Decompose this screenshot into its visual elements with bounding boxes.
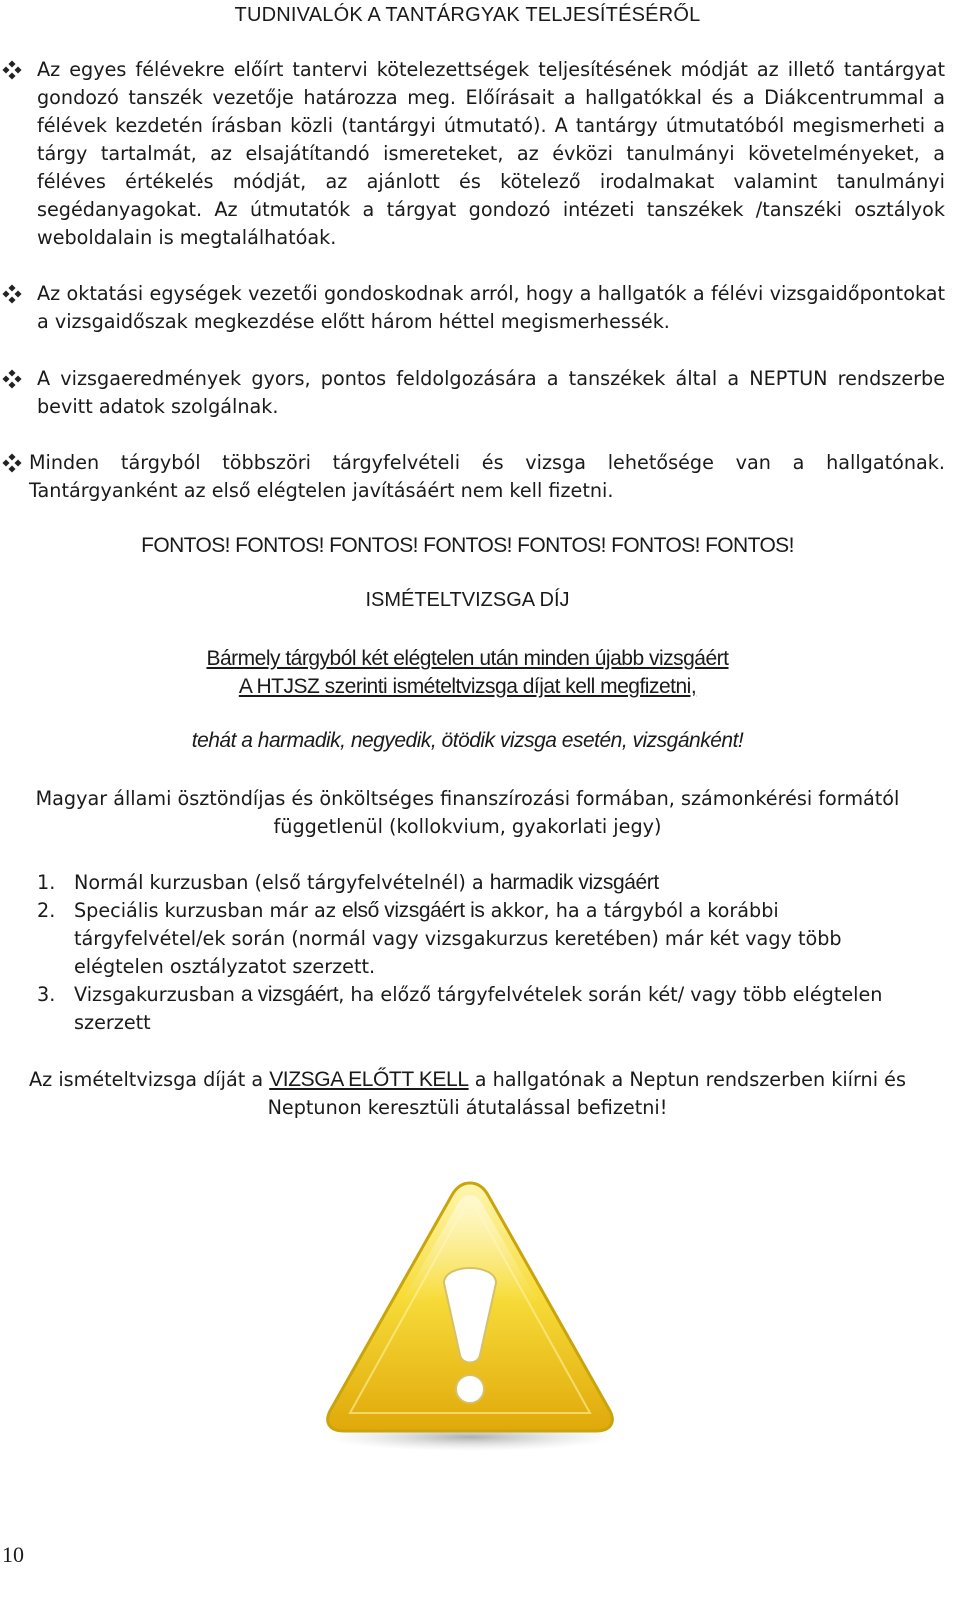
page-number: 10 xyxy=(2,1542,24,1567)
list-text: Speciális kurzusban már az xyxy=(74,899,342,922)
payment-emphasis: VIZSGA ELŐTT KELL xyxy=(269,1068,469,1091)
rule-line-2: A HTJSZ szerinti ismételtvizsga díjat kell megfizetni, xyxy=(238,675,697,698)
list-item xyxy=(0,869,935,897)
list-text-tail: akkor, ha a tárgyból a korábbi tárgyfelvétel/ek során (normál vagy vizsgakurzus keretében) már két vagy több elégtelen osztályzatot szerzett. xyxy=(74,899,842,978)
diamond-bullet-icon xyxy=(2,60,22,80)
bullet-item-2 xyxy=(0,280,945,336)
rule-line-1: Bármely tárgyból két elégtelen után minden újabb vizsgáért xyxy=(206,647,729,670)
intro-paragraph: Magyar állami ösztöndíjas és önköltséges finanszírozási formában, számonkérési formától függetlenül (kollokvium, gyakorlati jegy) xyxy=(35,787,900,838)
payment-paragraph xyxy=(0,1066,935,1122)
diamond-bullet-icon xyxy=(2,284,22,304)
bullet-item-1 xyxy=(0,56,945,252)
bullet-item-3 xyxy=(0,365,945,421)
list-bold-text: a vizsgáért xyxy=(241,983,339,1006)
diamond-bullet-icon xyxy=(2,369,22,389)
list-item xyxy=(0,897,923,981)
diamond-bullet-icon xyxy=(2,453,22,473)
bullet-text-2: Az oktatási egységek vezetői gondoskodnak arról, hogy a hallgatók a félévi vizsgaidőpontokat a vizsgaidőszak megkezdése előtt három héttel megismerhessék. xyxy=(37,282,945,333)
list-bold-text: első vizsgáért is xyxy=(341,899,485,922)
list-text: Vizsgakurzusban xyxy=(74,983,242,1006)
list-text-tail: , ha előző tárgyfelvételek során két/ vagy több elégtelen szerzett xyxy=(74,983,883,1034)
important-banner: FONTOS! FONTOS! FONTOS! FONTOS! FONTOS! FONTOS! FONTOS! xyxy=(141,534,794,557)
list-number: 3. xyxy=(37,983,56,1006)
bullet-text-3: A vizsgaeredmények gyors, pontos feldolgozására a tanszékek által a NEPTUN rendszerbe bevitt adatok szolgálnak. xyxy=(37,367,945,418)
payment-text: Az ismételtvizsga díját a xyxy=(29,1068,270,1091)
bullet-item-4 xyxy=(0,449,945,505)
rule-statement xyxy=(0,645,935,701)
list-bold-text: harmadik vizsgáért xyxy=(489,871,659,894)
numbered-list xyxy=(0,869,935,1037)
list-number: 1. xyxy=(37,871,56,894)
warning-triangle-icon xyxy=(320,1175,620,1455)
list-text: Normál kurzusban (első tárgyfelvételnél) a xyxy=(74,871,490,894)
bullet-text-4: Minden tárgyból többszöri tárgyfelvételi és vizsga lehetősége van a hallgatónak. Tantárgyanként az első elégtelen javításáért nem kell fizetni. xyxy=(29,451,945,502)
page-title: TUDNIVALÓK A TANTÁRGYAK TELJESÍTÉSÉRŐL xyxy=(234,4,701,26)
section-heading: ISMÉTELTVIZSGA DÍJ xyxy=(365,589,570,611)
rule-emphasis: tehát a harmadik, negyedik, ötödik vizsga esetén, vizsgánként! xyxy=(191,729,744,752)
list-item xyxy=(0,981,923,1037)
payment-text-tail: a hallgatónak a Neptun rendszerben kiírni és Neptunon keresztüli átutalással befizetni! xyxy=(267,1068,906,1119)
bullet-text-1: Az egyes félévekre előírt tantervi kötelezettségek teljesítésének módját az illető tantárgyat gondozó tanszék vezetője határozza meg. Előírásait a hallgatókkal és a Diákcentrummal a félévek kezdetén írásban közli (tantárgyi útmutató). A tantárgy útmutatóból megismerheti a tárgy tartalmát, az elsajátítandó ismereteket, az évközi tanulmányi követelményeket, a féléves értékelés módját, az ajánlott és kötelező irodalmakat valamint tanulmányi segédanyagokat. Az útmutatók a tárgyat gondozó intézeti tanszékek /tanszéki osztályok weboldalain is megtalálhatóak. xyxy=(37,58,945,249)
list-number: 2. xyxy=(37,899,56,922)
